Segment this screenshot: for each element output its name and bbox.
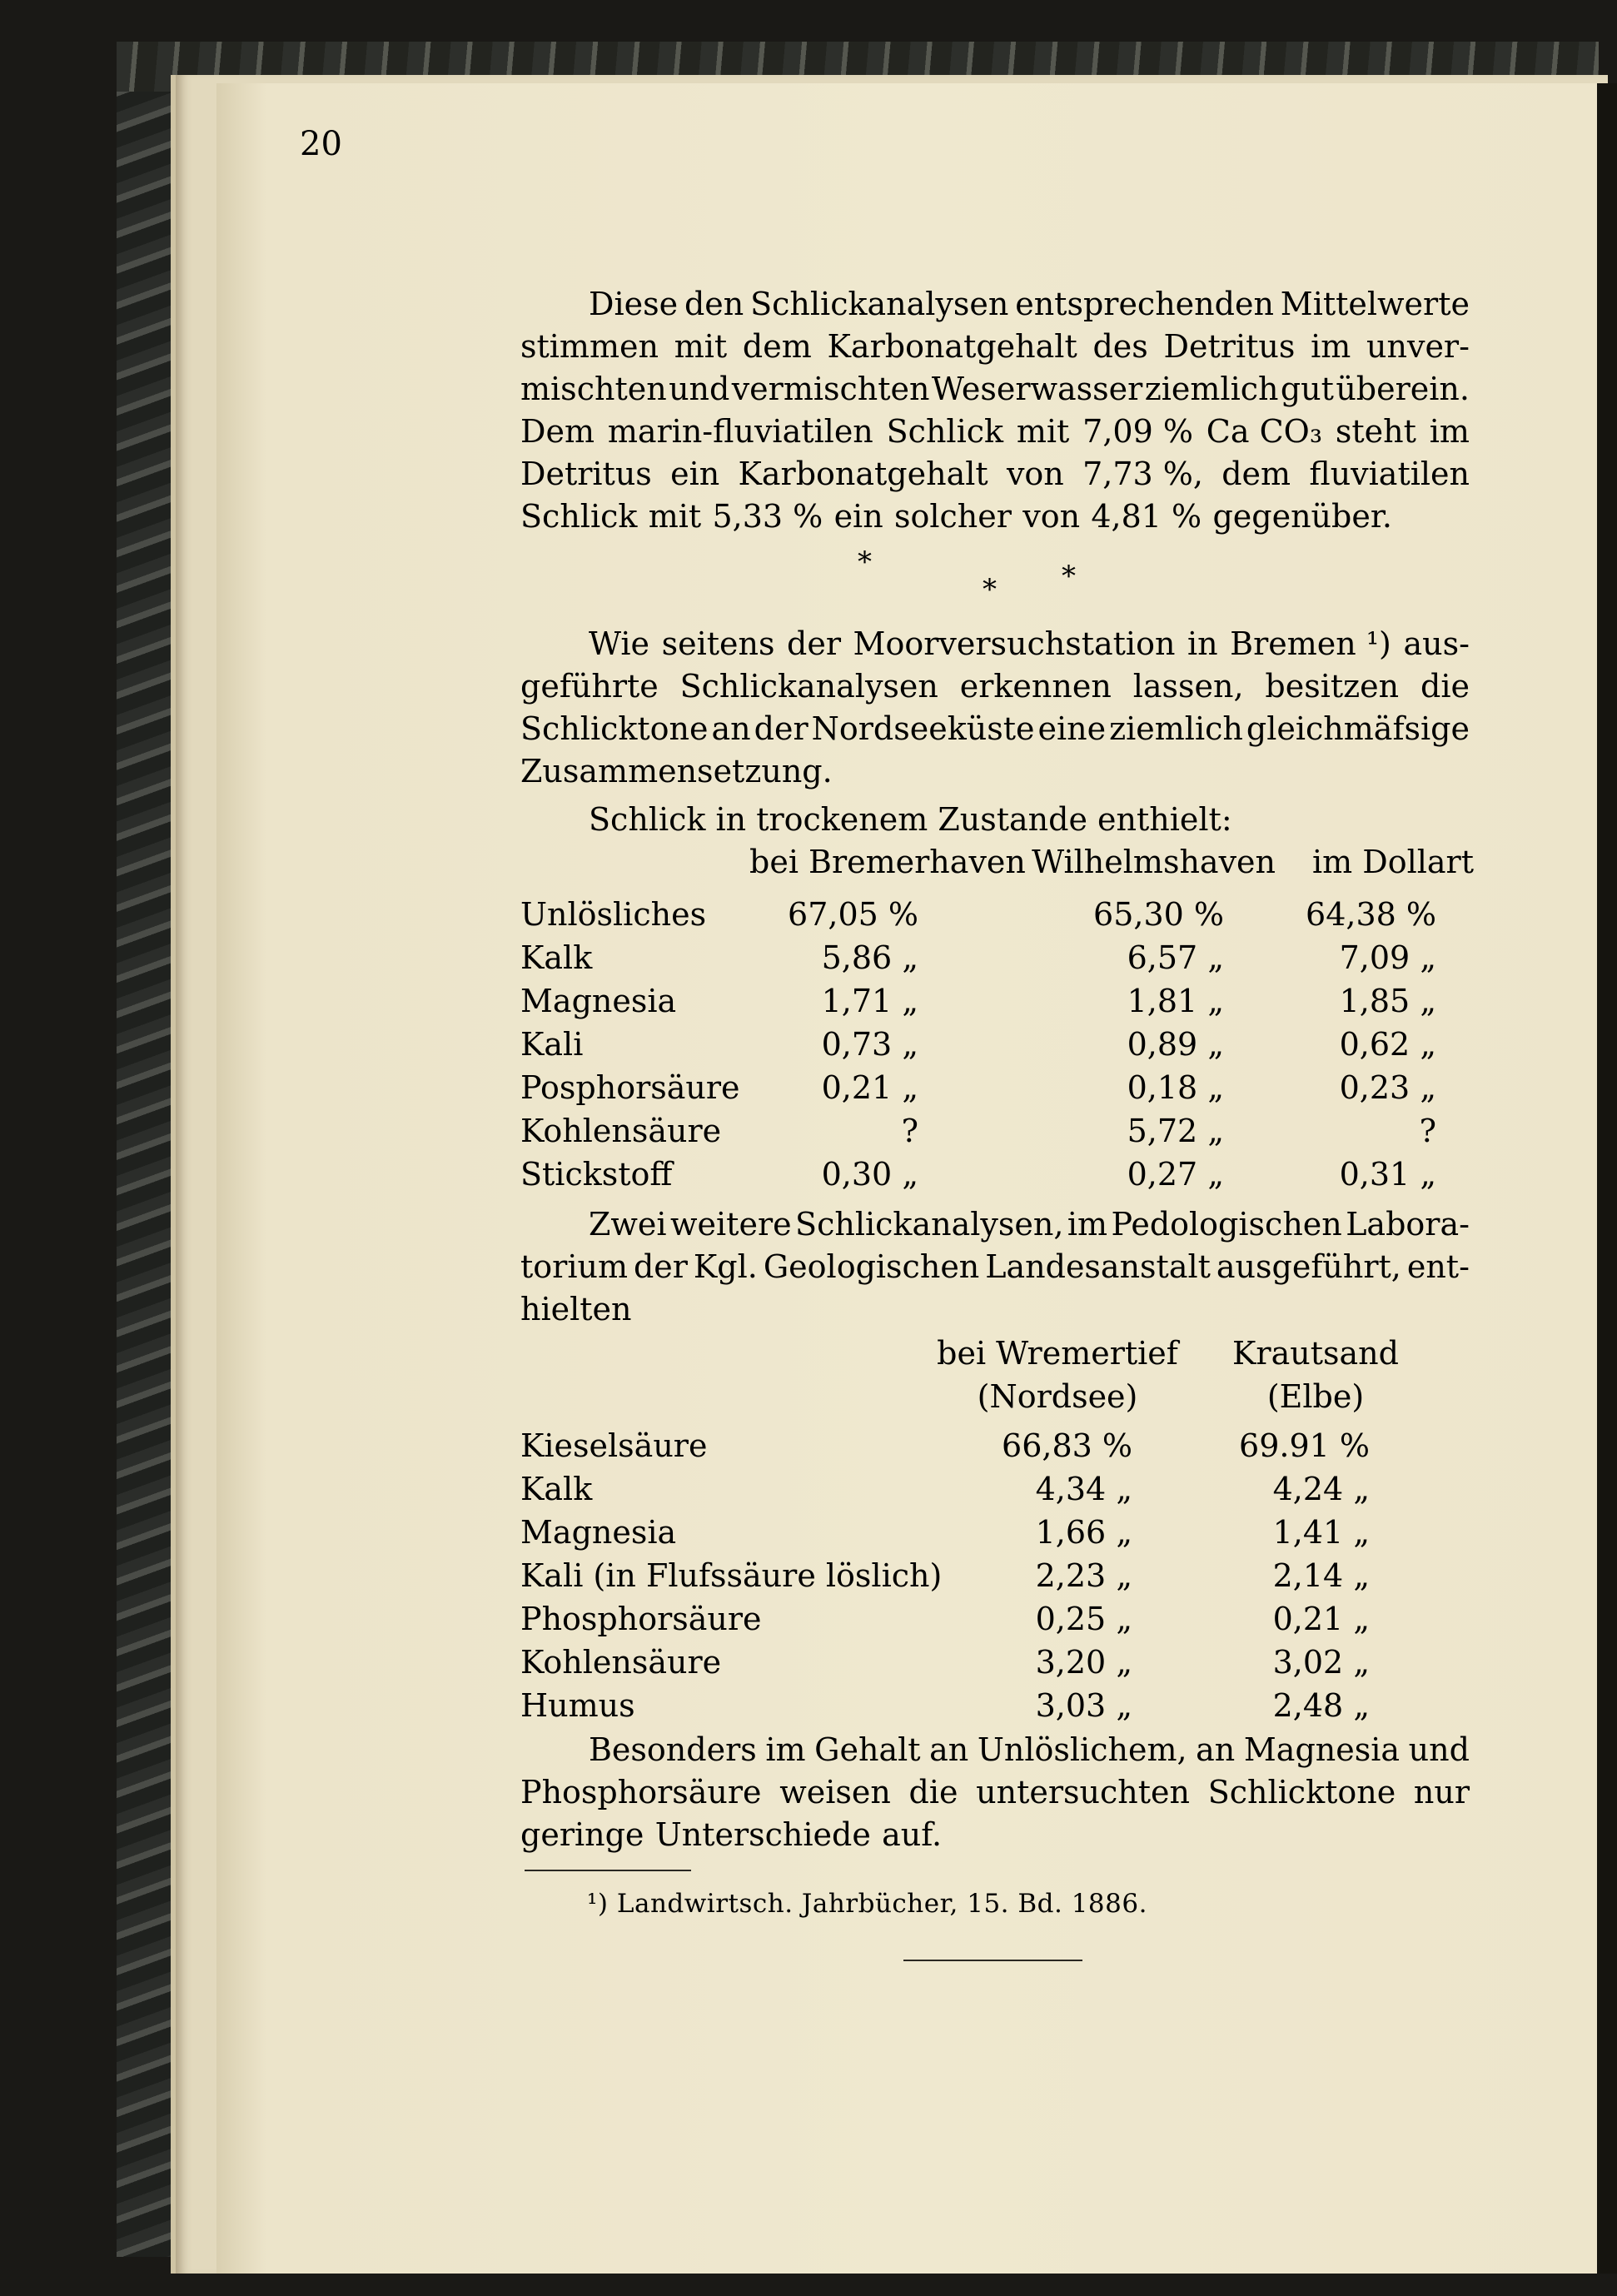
word: mit (1016, 413, 1070, 450)
word: 4,81 % (1091, 498, 1202, 535)
word: steht (1335, 413, 1416, 450)
word: ein (833, 498, 883, 535)
page-gutter-shadow (1597, 83, 1617, 2274)
word: Bremen ¹) (1230, 625, 1391, 662)
table-cell: 5,72 „ (1127, 1113, 1224, 1149)
word: und (669, 371, 730, 407)
word: der (787, 625, 841, 662)
word: ziemlich (1109, 710, 1243, 747)
word: Magnesia (1243, 1731, 1401, 1768)
word: erkennen (959, 668, 1112, 705)
word: Landesanstalt (985, 1248, 1211, 1285)
row-label: Kalk (520, 939, 593, 976)
word: fluviatilen (1309, 456, 1470, 492)
word: 7,73 %, (1082, 456, 1203, 492)
word: lassen, (1132, 668, 1244, 705)
word: dem (1221, 456, 1291, 492)
table-cell: 1,71 „ (821, 983, 918, 1019)
table-cell: 69.91 % (1239, 1427, 1370, 1464)
text-line (520, 411, 1470, 453)
text-line (520, 1203, 1470, 1246)
row-label: Phosphorsäure (520, 1601, 762, 1637)
row-label: Humus (520, 1687, 635, 1724)
word: dem (742, 328, 812, 365)
word: geführte (520, 668, 659, 705)
word: Zwei (589, 1206, 667, 1243)
word: gut (1280, 371, 1334, 407)
table-cell: ? (1419, 1113, 1436, 1149)
word: Schlicktone (520, 710, 709, 747)
word: weitere (670, 1206, 792, 1243)
table-cell: 0,21 „ (821, 1069, 918, 1106)
word: Gehalt (814, 1731, 921, 1768)
word: Mittelwerte (1280, 286, 1470, 322)
text-line (520, 283, 1470, 326)
column-header: Krautsand (1232, 1335, 1399, 1372)
table-cell: 5,86 „ (821, 939, 918, 976)
word: Unlöslichem, (977, 1731, 1187, 1768)
paragraph-1 (520, 283, 1470, 538)
word: des (1092, 328, 1148, 365)
table-cell: 6,57 „ (1127, 939, 1224, 976)
word: seitens (661, 625, 775, 662)
paragraph-2 (520, 623, 1470, 793)
row-label: Magnesia (520, 1514, 677, 1551)
word: untersuchten (976, 1774, 1191, 1810)
table-cell: 1,66 „ (1035, 1514, 1132, 1551)
separator-star: * (983, 573, 997, 606)
word: überein. (1336, 371, 1470, 407)
word: unver- (1366, 328, 1470, 365)
table-cell: 7,09 „ (1339, 939, 1436, 976)
table-cell: 2,48 „ (1272, 1687, 1370, 1724)
word: aus- (1403, 625, 1470, 662)
text-line (520, 453, 1470, 496)
word: Detritus (1163, 328, 1296, 365)
text-line (520, 1729, 1470, 1771)
word: an (1196, 1731, 1236, 1768)
word: Weserwasser (931, 371, 1143, 407)
table-cell: ? (901, 1113, 918, 1149)
row-label: Magnesia (520, 983, 677, 1019)
word: ziemlich (1144, 371, 1279, 407)
table-cell: 3,02 „ (1272, 1644, 1370, 1681)
table-cell: 0,30 „ (821, 1156, 918, 1193)
table-cell: 0,31 „ (1339, 1156, 1436, 1193)
separator-star: * (858, 545, 872, 579)
word: ent- (1406, 1248, 1470, 1285)
end-rule (903, 1960, 1082, 1961)
word: und (1408, 1731, 1470, 1768)
word: an (711, 710, 751, 747)
word: im (1067, 1206, 1108, 1243)
word: die (1420, 668, 1470, 705)
text-line (520, 1288, 1470, 1331)
word: vermischten (731, 371, 930, 407)
column-header: (Nordsee) (977, 1378, 1138, 1415)
text-line (520, 1814, 1470, 1856)
row-label: Kalk (520, 1471, 593, 1507)
row-label: Kieselsäure (520, 1427, 708, 1464)
table-cell: 4,34 „ (1035, 1471, 1132, 1507)
table-cell: 3,03 „ (1035, 1687, 1132, 1724)
word: entsprechenden (1015, 286, 1274, 322)
word: 5,33 % (712, 498, 823, 535)
word: besitzen (1265, 668, 1400, 705)
table-cell: 64,38 % (1306, 896, 1436, 933)
word: Kgl. (693, 1248, 758, 1285)
word: Labora- (1346, 1206, 1470, 1243)
column-header: bei Wremertief (937, 1335, 1178, 1372)
word: den (684, 286, 744, 322)
table-cell: 2,23 „ (1035, 1557, 1132, 1594)
word: im (765, 1731, 806, 1768)
word: von (1006, 456, 1064, 492)
table-cell: 0,27 „ (1127, 1156, 1224, 1193)
row-label: Kali (in Flufssäure löslich) (520, 1557, 943, 1594)
word: Schlicktone (1207, 1774, 1396, 1810)
word: Dem (520, 413, 595, 450)
word: solcher (893, 498, 1012, 535)
word: von (1022, 498, 1081, 535)
table-cell: 1,85 „ (1339, 983, 1436, 1019)
separator-star: * (1062, 560, 1076, 593)
word: mit (674, 328, 728, 365)
table-cell: 4,24 „ (1272, 1471, 1370, 1507)
column-header: Wilhelmshaven (1032, 844, 1276, 880)
text-line (520, 665, 1470, 708)
word: Ca CO₃ (1206, 413, 1323, 450)
column-header: (Elbe) (1266, 1378, 1365, 1415)
word: ein (670, 456, 720, 492)
word: eine (1037, 710, 1107, 747)
page-number: 20 (300, 125, 342, 163)
footnote-rule (525, 1870, 691, 1871)
word: die (908, 1774, 958, 1810)
table-cell: 65,30 % (1093, 896, 1224, 933)
row-label: Kohlensäure (520, 1644, 722, 1681)
word: Schlick (886, 413, 1004, 450)
word: Besonders (589, 1731, 757, 1768)
table-cell: 2,14 „ (1272, 1557, 1370, 1594)
row-label: Kohlensäure (520, 1113, 722, 1149)
text-line (520, 750, 1470, 793)
word: hielten (520, 1291, 632, 1327)
word: Moorversuchstation (853, 625, 1176, 662)
word: an (929, 1731, 969, 1768)
word: Schlickanalysen (750, 286, 1009, 322)
word: Karbonatgehalt (827, 328, 1077, 365)
word: im (1429, 413, 1470, 450)
word: weisen (779, 1774, 891, 1810)
word: der (633, 1248, 688, 1285)
word: Karbonatgehalt (738, 456, 988, 492)
word: nur (1413, 1774, 1470, 1810)
text-line (520, 1246, 1470, 1288)
word: marin-fluviatilen (607, 413, 873, 450)
text-line (520, 1771, 1470, 1814)
table-cell: 0,25 „ (1035, 1601, 1132, 1637)
row-label: Kali (520, 1026, 584, 1063)
word: gegenüber. (1212, 498, 1392, 535)
table-cell: 0,62 „ (1339, 1026, 1436, 1063)
word: Detritus (520, 456, 652, 492)
word: in (1187, 625, 1218, 662)
table-cell: 1,41 „ (1272, 1514, 1370, 1551)
word: auf. (882, 1816, 943, 1853)
word: Zusammensetzung. (520, 753, 833, 789)
paragraph-3 (520, 1203, 1470, 1331)
word: mit (648, 498, 702, 535)
word: gleichmäfsige (1246, 710, 1470, 747)
word: Wie (589, 625, 650, 662)
text-line (520, 326, 1470, 368)
table-cell: 0,89 „ (1127, 1026, 1224, 1063)
word: Phosphorsäure (520, 1774, 762, 1810)
table-intro: Schlick in trockenem Zustande enthielt: (589, 801, 1232, 838)
text-line (520, 368, 1470, 411)
table-cell: 66,83 % (1002, 1427, 1132, 1464)
word: Schlickanalysen, (795, 1206, 1064, 1243)
column-header: bei Bremerhaven (749, 844, 1026, 880)
text-line (520, 496, 1470, 538)
table-cell: 0,23 „ (1339, 1069, 1436, 1106)
table-cell: 0,18 „ (1127, 1069, 1224, 1106)
word: 7,09 % (1082, 413, 1193, 450)
word: der (754, 710, 808, 747)
word: im (1311, 328, 1351, 365)
paragraph-4 (520, 1729, 1470, 1856)
word: Unterschiede (654, 1816, 871, 1853)
word: mischten (520, 371, 667, 407)
row-label: Posphorsäure (520, 1069, 740, 1106)
text-line (520, 623, 1470, 665)
word: stimmen (520, 328, 659, 365)
word: Geologischen (763, 1248, 980, 1285)
table-cell: 0,21 „ (1272, 1601, 1370, 1637)
table-cell: 67,05 % (788, 896, 918, 933)
text-line (520, 708, 1470, 750)
word: torium (520, 1248, 628, 1285)
word: geringe (520, 1816, 644, 1853)
word: Schlickanalysen (679, 668, 938, 705)
word: Schlick (520, 498, 638, 535)
table-cell: 3,20 „ (1035, 1644, 1132, 1681)
column-header: im Dollart (1311, 844, 1474, 880)
word: Diese (589, 286, 679, 322)
word: Nordseeküste (811, 710, 1035, 747)
table-cell: 1,81 „ (1127, 983, 1224, 1019)
word: Pedologischen (1111, 1206, 1342, 1243)
row-label: Unlösliches (520, 896, 707, 933)
table-cell: 0,73 „ (821, 1026, 918, 1063)
footnote: ¹) Landwirtsch. Jahrbücher, 15. Bd. 1886. (587, 1889, 1147, 1919)
row-label: Stickstoff (520, 1156, 673, 1193)
word: ausgeführt, (1216, 1248, 1401, 1285)
